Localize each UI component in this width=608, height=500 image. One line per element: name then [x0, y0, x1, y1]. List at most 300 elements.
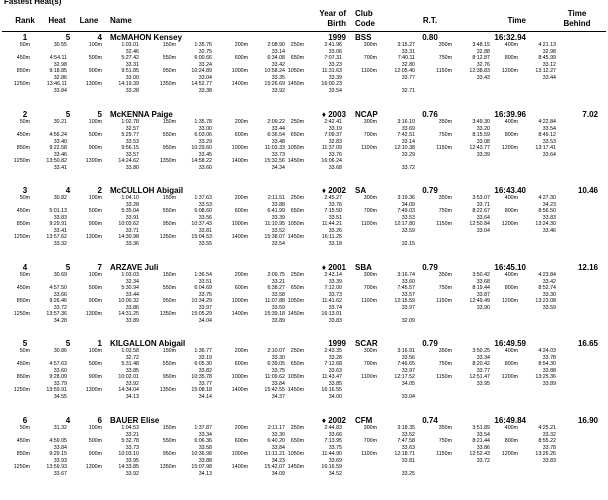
split-time: 33.89: [271, 317, 285, 324]
split-time: 33.38: [198, 87, 212, 94]
split-time: 33.63: [401, 444, 415, 451]
split-time: 10:37.43: [191, 221, 212, 227]
split-time: 33.12: [542, 61, 556, 68]
split-time: 33.24: [198, 61, 212, 68]
split-distance: 1200m: [501, 374, 518, 380]
split-distance: 850m: [16, 68, 30, 74]
split-distance: 1150m: [436, 374, 452, 380]
header-birth: Birth: [327, 19, 346, 28]
split-distance: 350m: [438, 348, 452, 354]
split-time: 33.72: [53, 304, 67, 311]
heat: 5: [65, 33, 71, 42]
split-distance: 1000m: [231, 221, 248, 227]
split-time: 33.92: [125, 470, 139, 477]
split-time: 32.88: [476, 48, 490, 55]
split-distance: 450m: [16, 285, 30, 291]
reaction-time: 0.79: [422, 339, 438, 348]
split-time: 10:02.01: [118, 374, 139, 380]
split-distance: 400m: [504, 425, 518, 431]
heat: 5: [65, 110, 71, 119]
split-time: 6:40.20: [267, 438, 285, 444]
split-time: 33.30: [271, 354, 285, 361]
split-time: 33.46: [53, 151, 67, 158]
split-time: 33.85: [125, 367, 139, 374]
split-time: 34.00: [328, 393, 342, 400]
split-time: 13:17.41: [535, 145, 556, 151]
split-time: 13:23.08: [535, 298, 556, 304]
split-time: 2:43.14: [324, 272, 342, 278]
split-time: 15:26.69: [264, 81, 285, 87]
split-time: 2:09.22: [267, 119, 285, 125]
result-main-row: [0, 110, 608, 119]
split-time: 33.77: [476, 367, 490, 374]
split-time: 1:35.78: [194, 119, 212, 125]
split-time: 3:15.27: [397, 42, 415, 48]
split-time: 33.00: [125, 74, 139, 81]
split-distance: 500m: [88, 361, 102, 367]
club-code: SBA: [355, 263, 372, 272]
split-time: 12:17.80: [394, 221, 415, 227]
split-time: 30.21: [53, 119, 67, 125]
split-time: 33.54: [328, 87, 342, 94]
swimmer-name: KILGALLON Abigail: [110, 339, 186, 348]
split-time: 33.51: [328, 214, 342, 221]
split-distance: 750m: [438, 285, 452, 291]
split-time: 32.34: [125, 278, 139, 285]
result-main-row: [0, 416, 608, 425]
split-time: 2:11.17: [267, 425, 285, 431]
split-time: 33.59: [542, 304, 556, 311]
split-distance: 100m: [88, 42, 102, 48]
split-distance: 150m: [162, 272, 176, 278]
club-code: BSS: [355, 33, 372, 42]
split-time: 7:47.58: [397, 438, 415, 444]
split-distance: 1450m: [287, 464, 304, 470]
split-time: 34.28: [53, 317, 67, 324]
split-distance: 750m: [438, 132, 452, 138]
split-time: 16:06.24: [321, 158, 342, 164]
split-time: 33.48: [271, 138, 285, 145]
split-distance: 900m: [88, 145, 102, 151]
split-time: 30.55: [53, 42, 67, 48]
split-row: [0, 165, 608, 172]
split-time: 33.31: [125, 61, 139, 68]
split-distance: 650m: [290, 132, 304, 138]
split-distance: 1400m: [231, 311, 248, 317]
split-time: 33.85: [328, 380, 342, 387]
split-time: 33.31: [401, 48, 415, 55]
split-time: 33.76: [328, 151, 342, 158]
split-time: 10:36.98: [191, 451, 212, 457]
split-distance: 1050m: [287, 68, 304, 74]
split-time: 3:48.15: [472, 42, 490, 48]
split-time: 12:52.43: [469, 451, 490, 457]
split-distance: 850m: [16, 221, 30, 227]
split-distance: 600m: [234, 132, 248, 138]
split-time: 15:08.18: [191, 387, 212, 393]
split-distance: 1450m: [287, 311, 304, 317]
split-time: 5:32.78: [121, 438, 139, 444]
split-distance: 1000m: [231, 68, 248, 74]
split-time: 10:24.89: [191, 68, 212, 74]
split-distance: 1300m: [85, 234, 102, 240]
split-time: 33.87: [476, 291, 490, 298]
split-time: 9:51.85: [121, 68, 139, 74]
split-time: 7:49.03: [397, 208, 415, 214]
split-time: 33.86: [125, 304, 139, 311]
split-time: 33.95: [125, 457, 139, 464]
split-distance: 600m: [234, 55, 248, 61]
split-distance: 850m: [16, 451, 30, 457]
split-distance: 650m: [290, 208, 304, 214]
split-time: 33.89: [542, 380, 556, 387]
split-distance: 1150m: [436, 68, 452, 74]
split-time: 3:16.74: [397, 272, 415, 278]
split-time: 8:15.59: [472, 132, 490, 138]
split-distance: 900m: [88, 374, 102, 380]
split-row: [0, 88, 608, 95]
split-time: 33.52: [401, 431, 415, 438]
split-distance: 800m: [504, 438, 518, 444]
split-time: 32.15: [401, 240, 415, 247]
split-time: 33.66: [53, 291, 67, 298]
split-distance: 300m: [363, 195, 377, 201]
split-time: 14:19.39: [118, 81, 139, 87]
split-distance: 450m: [16, 438, 30, 444]
split-distance: 1450m: [287, 158, 304, 164]
split-time: 12:38.83: [469, 68, 490, 74]
split-time: 33.92: [125, 380, 139, 387]
split-distance: 700m: [363, 438, 377, 444]
split-time: 13:24.30: [535, 221, 556, 227]
split-time: 34.55: [53, 393, 67, 400]
split-time: 2:42.41: [324, 119, 342, 125]
split-time: 33.79: [53, 380, 67, 387]
split-distance: 1150m: [436, 298, 452, 304]
split-time: 33.81: [401, 457, 415, 464]
split-time: 33.84: [271, 380, 285, 387]
split-distance: 1350m: [159, 464, 176, 470]
split-time: 33.28: [125, 87, 139, 94]
split-time: 1:03.03: [121, 272, 139, 278]
split-distance: 1100m: [361, 68, 377, 74]
split-time: 33.60: [53, 367, 67, 374]
split-time: 14:34.04: [118, 387, 139, 393]
split-distance: 350m: [438, 195, 452, 201]
split-distance: 500m: [88, 438, 102, 444]
split-distance: 1300m: [85, 81, 102, 87]
split-time: 33.72: [476, 457, 490, 464]
split-distance: 1100m: [361, 298, 377, 304]
split-distance: 1250m: [13, 311, 30, 317]
split-time: 5:35.04: [121, 208, 139, 214]
split-distance: 750m: [438, 438, 452, 444]
split-distance: 1200m: [501, 221, 518, 227]
heat: 4: [65, 186, 71, 195]
year-of-birth: ♦ 2001: [321, 263, 346, 272]
split-time: 33.84: [271, 444, 285, 451]
result-entry: [0, 186, 608, 248]
split-time: 3:53.07: [472, 195, 490, 201]
split-distance: 250m: [290, 272, 304, 278]
split-distance: 900m: [88, 451, 102, 457]
split-distance: 450m: [16, 208, 30, 214]
split-distance: 800m: [504, 361, 518, 367]
split-time: 33.53: [125, 138, 139, 145]
split-time: 16:00.23: [321, 81, 342, 87]
split-time: 33.34: [476, 354, 490, 361]
split-time: 13:26.26: [535, 451, 556, 457]
time-behind: 12.16: [577, 263, 598, 272]
split-time: 12:51.47: [469, 374, 490, 380]
swimmer-name: McKENNA Paige: [110, 110, 173, 119]
split-time: 16:11.25: [321, 234, 342, 240]
split-distance: 1050m: [287, 451, 304, 457]
split-distance: 1100m: [361, 221, 377, 227]
split-time: 11:03.33: [264, 145, 285, 151]
split-time: 33.34: [198, 431, 212, 438]
split-time: 1:04.10: [121, 195, 139, 201]
split-time: 8:54.30: [538, 361, 556, 367]
split-time: 33.90: [476, 304, 490, 311]
split-distance: 400m: [504, 272, 518, 278]
split-distance: 1300m: [85, 387, 102, 393]
split-distance: 200m: [234, 348, 248, 354]
split-time: 33.30: [271, 431, 285, 438]
header-club: Club: [355, 9, 373, 18]
result-entry: [0, 110, 608, 172]
split-time: 1:04.53: [121, 425, 139, 431]
split-distance: 800m: [504, 55, 518, 61]
split-time: 7:12.68: [324, 361, 342, 367]
split-distance: 100m: [88, 195, 102, 201]
split-time: 33.57: [125, 151, 139, 158]
split-time: 1:37.87: [194, 425, 212, 431]
split-distance: 350m: [438, 42, 452, 48]
split-distance: 1000m: [231, 298, 248, 304]
split-time: 10:29.60: [191, 145, 212, 151]
result-entry: [0, 416, 608, 478]
split-time: 2:11.51: [267, 195, 285, 201]
split-time: 10:58.24: [264, 68, 285, 74]
split-distance: 1050m: [287, 145, 304, 151]
split-time: 15:07.98: [191, 464, 212, 470]
split-time: 33.73: [328, 291, 342, 298]
split-time: 33.86: [476, 444, 490, 451]
split-distance: 100m: [88, 348, 102, 354]
result-main-row: [0, 186, 608, 195]
split-time: 8:22.67: [472, 208, 490, 214]
time-behind: 7.02: [582, 110, 598, 119]
year-of-birth: 1999: [328, 33, 346, 42]
rank: 3: [22, 186, 28, 195]
split-distance: 300m: [363, 272, 377, 278]
split-distance: 150m: [162, 425, 176, 431]
split-distance: 1050m: [287, 298, 304, 304]
split-time: 33.73: [125, 444, 139, 451]
split-time: 33.59: [401, 227, 415, 234]
split-time: 32.72: [125, 354, 139, 361]
split-time: 34.52: [328, 470, 342, 477]
split-distance: 1400m: [231, 158, 248, 164]
split-distance: 1400m: [231, 387, 248, 393]
split-time: 33.72: [401, 164, 415, 171]
split-time: 16:16.55: [321, 387, 342, 393]
split-time: 34.09: [401, 201, 415, 208]
split-time: 33.56: [401, 354, 415, 361]
split-time: 33.78: [542, 444, 556, 451]
split-time: 2:09.75: [267, 272, 285, 278]
split-time: 33.75: [271, 367, 285, 374]
split-time: 8:52.74: [538, 285, 556, 291]
split-time: 8:45.99: [538, 55, 556, 61]
split-time: 33.69: [328, 457, 342, 464]
split-time: 3:16.91: [397, 348, 415, 354]
split-time: 33.82: [198, 367, 212, 374]
split-time: 9:28.09: [49, 374, 67, 380]
split-distance: 900m: [88, 298, 102, 304]
split-distance: 1350m: [159, 81, 176, 87]
club-code: CFM: [355, 416, 373, 425]
split-time: 8:12.87: [472, 55, 490, 61]
split-time: 8:55.22: [538, 438, 556, 444]
split-time: 8:56.50: [538, 208, 556, 214]
split-time: 3:16.10: [397, 119, 415, 125]
split-times: [0, 119, 608, 171]
split-time: 4:22.84: [538, 119, 556, 125]
split-time: 33.21: [125, 431, 139, 438]
split-time: 11:31.63: [321, 68, 342, 74]
split-time: 33.14: [401, 138, 415, 145]
split-distance: 1300m: [85, 158, 102, 164]
split-distance: 100m: [88, 119, 102, 125]
split-distance: 1100m: [361, 145, 377, 151]
split-time: 4:27.30: [538, 195, 556, 201]
split-time: 4:54.11: [49, 55, 67, 61]
split-time: 34.37: [271, 393, 285, 400]
split-time: 33.97: [198, 304, 212, 311]
header-code: Code: [355, 19, 375, 28]
lane: 5: [97, 110, 102, 119]
heat: 4: [65, 416, 71, 425]
split-distance: 400m: [504, 195, 518, 201]
split-distance: 350m: [438, 425, 452, 431]
split-time: 12:50.84: [469, 221, 490, 227]
split-distance: 50m: [19, 195, 30, 201]
split-time: 8:21.44: [472, 438, 490, 444]
result-entry: [0, 33, 608, 95]
split-time: 33.32: [542, 431, 556, 438]
split-time: 5:29.77: [121, 132, 139, 138]
split-distance: 1150m: [436, 451, 452, 457]
split-time: 34.04: [198, 317, 212, 324]
split-time: 7:13.95: [324, 438, 342, 444]
split-time: 12:18.71: [394, 451, 415, 457]
split-time: 12:15.59: [394, 298, 415, 304]
split-distance: 550m: [162, 438, 176, 444]
split-time: 14:24.62: [118, 158, 139, 164]
split-distance: 600m: [234, 285, 248, 291]
result-main-row: [0, 33, 608, 42]
split-distance: 550m: [162, 55, 176, 61]
rank: 6: [22, 416, 28, 425]
result-main-row: [0, 339, 608, 348]
split-distance: 1250m: [13, 464, 30, 470]
year-of-birth: 1999: [328, 339, 346, 348]
page-title: Fastest Heat(s): [4, 0, 62, 6]
split-times: [0, 42, 608, 94]
swimmer-name: McCULLOH Abigail: [110, 186, 184, 195]
split-time: 13:59.91: [46, 387, 67, 393]
split-distance: 1250m: [13, 234, 30, 240]
split-time: 14:58.22: [191, 158, 212, 164]
split-time: 33.28: [328, 354, 342, 361]
split-time: 4:57.63: [49, 361, 67, 367]
split-time: 33.57: [401, 291, 415, 298]
lane: 1: [97, 339, 102, 348]
split-time: 33.88: [542, 367, 556, 374]
split-distance: 650m: [290, 285, 304, 291]
year-of-birth: ♦ 2002: [321, 416, 346, 425]
heat: 5: [65, 339, 71, 348]
final-time: 16:49.59: [494, 339, 526, 348]
club-code: SA: [355, 186, 367, 195]
split-time: 33.42: [542, 278, 556, 285]
split-distance: 600m: [234, 438, 248, 444]
split-time: 14:31.25: [118, 311, 139, 317]
split-distance: 1250m: [13, 387, 30, 393]
split-distance: 500m: [88, 208, 102, 214]
split-distance: 700m: [363, 132, 377, 138]
split-distance: 100m: [88, 272, 102, 278]
split-time: 6:05.30: [194, 361, 212, 367]
split-time: 15:05.29: [191, 311, 212, 317]
split-time: 9:18.85: [49, 68, 67, 74]
split-time: 11:41.62: [321, 298, 342, 304]
split-distance: 200m: [234, 42, 248, 48]
split-time: 33.55: [198, 240, 212, 247]
split-time: 33.29: [401, 151, 415, 158]
split-distance: 150m: [162, 119, 176, 125]
split-distance: 1400m: [231, 81, 248, 87]
split-time: 8:19.44: [472, 285, 490, 291]
final-time: 16:39.96: [494, 110, 526, 119]
split-time: 33.56: [198, 214, 212, 221]
split-time: 32.57: [125, 125, 139, 132]
split-time: 33.26: [328, 227, 342, 234]
split-time: 6:34.08: [267, 55, 285, 61]
split-distance: 550m: [162, 132, 176, 138]
rank: 1: [22, 33, 28, 42]
split-time: 33.64: [542, 151, 556, 158]
split-time: 12:43.77: [469, 145, 490, 151]
split-row: [0, 471, 608, 478]
time-behind: 16.90: [577, 416, 598, 425]
split-time: 33.18: [328, 240, 342, 247]
header-year-of: Year of: [319, 9, 346, 18]
split-time: 11:07.88: [264, 298, 285, 304]
split-distance: 550m: [162, 361, 176, 367]
split-time: 33.64: [476, 214, 490, 221]
split-time: 33.39: [271, 214, 285, 221]
split-time: 33.39: [328, 74, 342, 81]
split-time: 10:03.62: [118, 221, 139, 227]
split-time: 32.98: [542, 48, 556, 55]
header-time-behind-1: Time: [567, 9, 587, 18]
reaction-time: 0.79: [422, 263, 438, 272]
split-distance: 800m: [504, 132, 518, 138]
reaction-time: 0.80: [422, 33, 438, 42]
